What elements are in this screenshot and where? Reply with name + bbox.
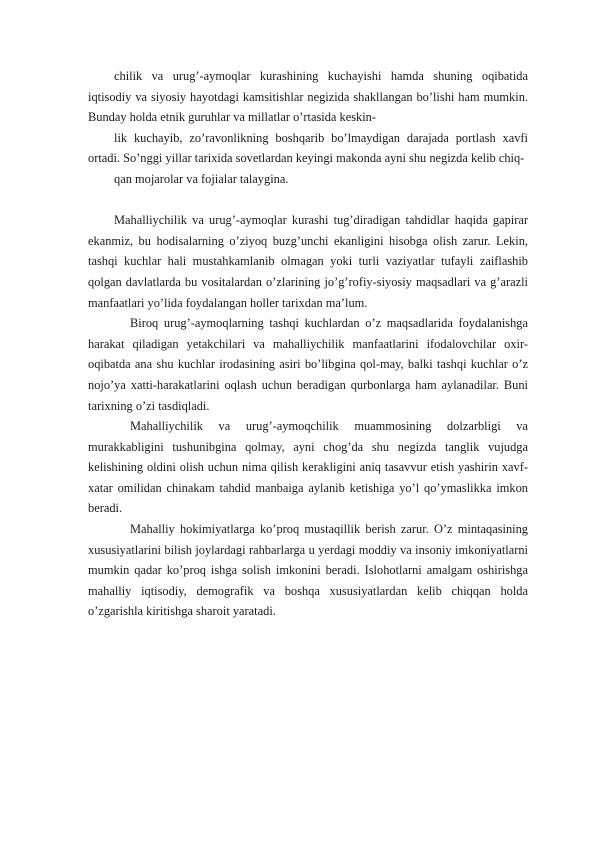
paragraph-7: Mahalliy hokimiyatlarga ko’proq mustaqillik berish zarur. O’z mintaqasining xususiyatlarini bilish joylardagi rahbarlarga u yerdagi moddiy va insoniy imkoniyatlarni mumkin qadar ko’proq ishga solish imkonini beradi. Islohotlarni amalgam oshirishga mahalliy iqtisodiy, demografik va boshqa xususiyatlardan kelib chiqqan holda o’zgarishla kiritishga sharoit yaratadi. — [88, 522, 528, 619]
paragraph-6: Mahalliychilik va urug’-aymoqchilik muammosining dolzarbligi va murakkabligini tushunibgina qolmay, ayni chog’da shu negizda tanglik vujudga kelishining oldini olish uchun nima qilish kerakligini aniq tasavvur etish yashirin xavf-xatar omilidan chinakam tahdid manbaiga aylanib ketishiga yo’l qo’ymaslikka imkon beradi. — [88, 419, 528, 516]
paragraph-4: Mahalliychilik va urug’-aymoqlar kurashi tug’diradigan tahdidlar haqida gapirar ekanmiz, bu hodisalarning o’ziyoq buzg’unchi ekanligini hisobga olish zarur. Lekin, tashqi kuchlar hali mustahkamlanib olmagan yoki turli vaziyatlar tufayli zaiflashib qolgan davlatlarda bu vositalardan o’zlarining jo’g’rofiy-siyosiy maqsadlari va g’arazli manfaatlari yo’lida foydalangan holler tarixdan ma’lum. — [88, 213, 528, 310]
paragraph-3: qan mojarolar va fojialar talaygina. — [114, 171, 289, 186]
paragraph-5: Biroq urug’-aymoqlarning tashqi kuchlardan o’z maqsadlarida foydalanishga harakat qiladigan yetakchilari va mahalliychilik manfaatlarini ifodalovchilar oxir-oqibatda ana shu kuchlar irodasining asiri bo’libgina qol-may, balki tashqi kuchlar o’z nojo’ya xatti-harakatlarini oqlash uchun beradigan qurbonlarga ham aylanadilar. Buni tarixning o’zi tasdiqladi. — [88, 316, 528, 413]
paragraph-spacer — [88, 190, 528, 211]
paragraph-2: lik kuchayib, zo’ravonlikning boshqarib bo’lmaydigan darajada portlash xavfi ortadi. So’nggi yillar tarixida sovetlardan keyingi makonda ayni shu negizda kelib chiq- — [88, 130, 528, 166]
document-body — [88, 66, 528, 622]
paragraph-1: chilik va urug’-aymoqlar kurashining kuchayishi hamda shuning oqibatida iqtisodiy va siyosiy hayotdagi kamsitishlar negizida shakllangan bo’lishi ham mumkin. Bunday holda etnik guruhlar va millatlar o’rtasida keskin- — [88, 69, 528, 125]
